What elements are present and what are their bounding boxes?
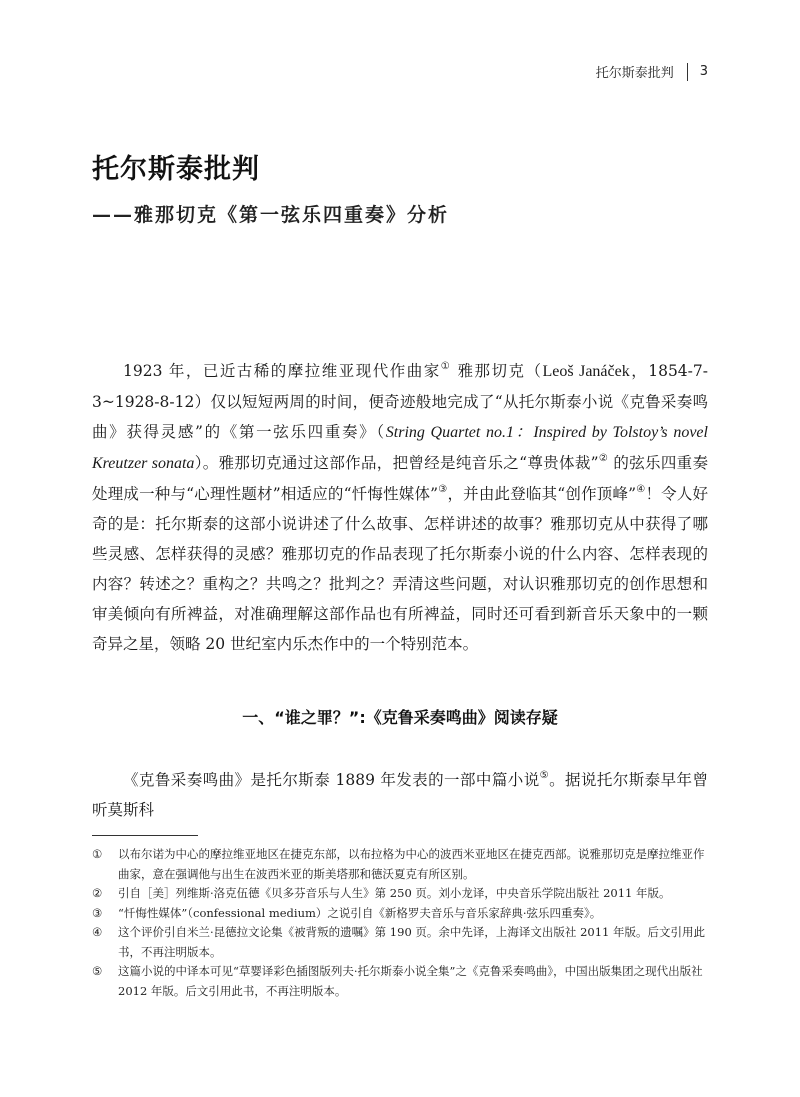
- footnote-item: [92, 904, 708, 924]
- p1-text-6: ，并由此登临其“创作顶峰”: [447, 485, 637, 503]
- footnote-marker: ①: [92, 847, 103, 861]
- p2-text-1: 《克鲁采奏鸣曲》是托尔斯泰 1889 年发表的一部中篇小说: [123, 771, 540, 789]
- footnote-item: [92, 845, 708, 884]
- p1-text-4: ）。雅那切克通过这部作品，把曾经是纯音乐之“尊贵体裁”: [194, 454, 599, 472]
- p1-text-3: ，1854-7-3~1928-8-12）仅以短短两周的时间，便奇迹般地完成了“从托尔斯泰小说《克鲁采奏鸣曲》获得灵感”的《第一弦乐四重奏》（: [92, 362, 709, 441]
- footnote-item: [92, 962, 708, 1001]
- header-divider: [687, 63, 688, 81]
- footnote-text: “忏悔性媒体”（confessional medium）之说引自《新格罗夫音乐与音乐家辞典·弦乐四重奏》。: [118, 905, 602, 920]
- footnote-item: [92, 884, 708, 904]
- p2-text-2: 。据说托尔斯泰早年曾听莫斯科: [92, 771, 708, 819]
- footnote-ref-2[interactable]: ②: [598, 453, 609, 464]
- footnote-ref-5[interactable]: ⑤: [539, 770, 550, 781]
- section-heading: 一、“谁之罪？”:《克鲁采奏鸣曲》阅读存疑: [242, 708, 558, 727]
- running-head: [596, 62, 708, 81]
- footnote-marker: ⑤: [92, 964, 103, 978]
- footnote-ref-4[interactable]: ④: [636, 484, 646, 495]
- chapter-title: 托尔斯泰批判: [92, 154, 260, 185]
- footnote-ref-3[interactable]: ③: [438, 484, 448, 495]
- p1-text-2: 雅那切克（: [451, 362, 543, 380]
- page-number: 3: [699, 64, 708, 79]
- composer-name: Leoš Janáček: [542, 363, 630, 380]
- footnote-text: 以布尔诺为中心的摩拉维亚地区在捷克东部，以布拉格为中心的波西米亚地区在捷克西部。说雅那切克是摩拉维亚作曲家，意在强调他与出生在波西米亚的斯美塔那和德沃夏克有所区别。: [118, 847, 705, 881]
- footnote-ref-1[interactable]: ①: [440, 361, 452, 372]
- p1-text-7: ！令人好奇的是：托尔斯泰的这部小说讲述了什么故事、怎样讲述的故事？雅那切克从中获得了哪些灵感、怎样获得的灵感？雅那切克的作品表现了托尔斯泰小说的什么内容、怎样表现的内容？转述之？重构之？共鸣之？批判之？弄清这些问题，对认识雅那切克的创作思想和审美倾向有所裨益，对准确理解这部作品也有所裨益，同时还可看到新音乐天象中的一颗奇异之星，领略 20 世纪室内乐杰作中的一个特别范本。: [92, 485, 709, 653]
- p1-text-1: 1923 年，已近古稀的摩拉维亚现代作曲家: [123, 362, 441, 380]
- footnote-marker: ③: [92, 905, 103, 920]
- footnote-marker: ④: [92, 925, 103, 939]
- footnote-text: 这篇小说的中译本可见“草婴译彩色插图版列夫·托尔斯泰小说全集”之《克鲁采奏鸣曲》，中国出版集团之现代出版社 2012 年版。后文引用此书，不再注明版本。: [118, 964, 703, 998]
- chapter-subtitle: ——雅那切克《第一弦乐四重奏》分析: [92, 204, 450, 226]
- footnote-text: 引自［美］列维斯·洛克伍德《贝多芬音乐与人生》第 250 页。刘小龙译，中央音乐学院出版社 2011 年版。: [118, 886, 671, 900]
- p1-text-5: 的弦乐四重奏处理成一种与“心理性题材”相适应的“忏悔性媒体”: [92, 454, 709, 503]
- footnote-rule: [92, 835, 198, 836]
- footnote-marker: ②: [92, 886, 103, 900]
- intro-paragraph: [92, 356, 708, 659]
- running-title: 托尔斯泰批判: [595, 66, 674, 81]
- footnotes: [92, 845, 708, 1001]
- section-paragraph: [92, 765, 708, 825]
- footnote-text: 这个评价引自米兰·昆德拉文论集《被背叛的遗嘱》第 190 页。余中先译，上海译文出版社 2011 年版。后文引用此书，不再注明版本。: [118, 925, 705, 959]
- footnote-item: [92, 923, 708, 962]
- work-title-english: String Quartet no.1：Inspired by Tolstoy’s novel Kreutzer sonata: [92, 424, 708, 472]
